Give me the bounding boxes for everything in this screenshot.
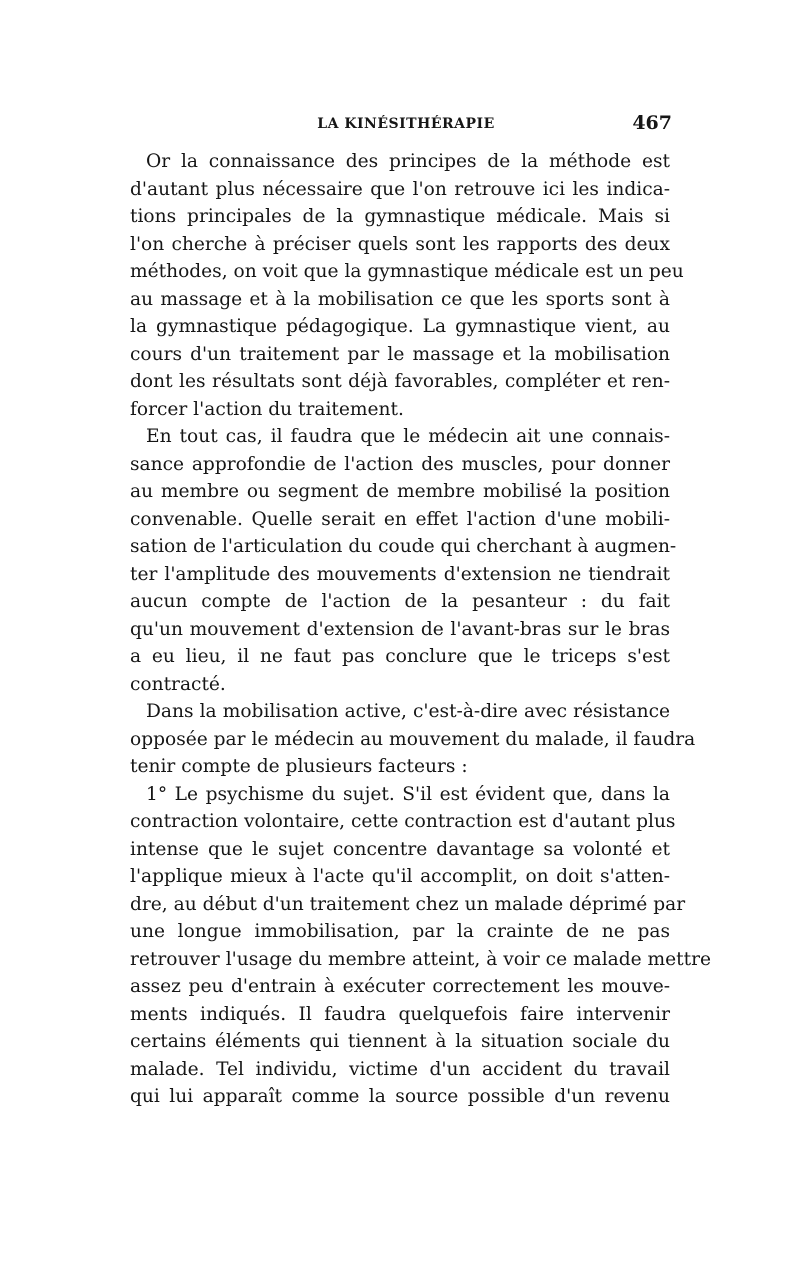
text-line: opposée par le médecin au mouvement du malade, il faudra: [130, 728, 696, 750]
running-title: LA KINÉSITHÉRAPIE: [317, 116, 495, 132]
text-line: En tout cas, il faudra que le médecin ait une connais-: [146, 426, 670, 447]
text-line: a eu lieu, il ne faut pas conclure que le triceps s'est: [130, 646, 670, 667]
text-line: qui lui apparaît comme la source possible d'un revenu: [130, 1086, 670, 1107]
text-line: aucun compte de l'action de la pesanteur : du fait: [130, 591, 670, 612]
text-line: contracté.: [130, 673, 226, 695]
text-line: la gymnastique pédagogique. La gymnastique vient, au: [130, 316, 670, 337]
page-header: [130, 112, 682, 140]
text-line: ments indiqués. Il faudra quelquefois faire intervenir: [130, 1003, 670, 1025]
text-line: Or la connaissance des principes de la méthode est: [146, 151, 670, 172]
text-line: malade. Tel individu, victime d'un accident du travail: [130, 1058, 670, 1080]
text-line: tions principales de la gymnastique médicale. Mais si: [130, 206, 670, 227]
text-line: intense que le sujet concentre davantage sa volonté et: [130, 838, 670, 860]
text-line: dont les résultats sont déjà favorables, compléter et ren-: [130, 371, 670, 392]
text-line: retrouver l'usage du membre atteint, à voir ce malade mettre: [130, 948, 712, 970]
text-line: l'on cherche à préciser quels sont les rapports des deux: [130, 233, 670, 255]
text-line: convenable. Quelle serait en effet l'action d'une mobili-: [130, 508, 670, 530]
text-line: forcer l'action du traitement.: [130, 398, 404, 420]
text-line: 1° Le psychisme du sujet. S'il est évident que, dans la: [146, 783, 670, 805]
text-line: tenir compte de plusieurs facteurs :: [130, 756, 468, 777]
body-text: [130, 148, 712, 1111]
text-line: d'autant plus nécessaire que l'on retrouve ici les indica-: [130, 178, 670, 200]
text-line: au membre ou segment de membre mobilisé la position: [130, 481, 670, 502]
text-line: Dans la mobilisation active, c'est-à-dire avec résistance: [146, 701, 670, 722]
text-line: dre, au début d'un traitement chez un malade déprimé par: [130, 893, 686, 915]
text-line: méthodes, on voit que la gymnastique médicale est un peu: [130, 261, 684, 282]
text-line: assez peu d'entrain à exécuter correctement les mouve-: [130, 976, 670, 997]
text-line: l'applique mieux à l'acte qu'il accomplit, on doit s'atten-: [130, 866, 670, 887]
text-line: une longue immobilisation, par la crainte de ne pas: [130, 921, 670, 942]
text-line: au massage et à la mobilisation ce que les sports sont à: [130, 288, 670, 310]
text-line: certains éléments qui tiennent à la situation sociale du: [130, 1031, 670, 1052]
text-line: ter l'amplitude des mouvements d'extension ne tiendrait: [130, 563, 670, 585]
text-line: contraction volontaire, cette contraction est d'autant plus: [130, 811, 676, 832]
text-line: cours d'un traitement par le massage et la mobilisation: [130, 343, 670, 365]
page-number: 467: [632, 112, 672, 134]
text-line: qu'un mouvement d'extension de l'avant-bras sur le bras: [130, 618, 670, 640]
text-line: sation de l'articulation du coude qui cherchant à augmen-: [130, 536, 677, 557]
text-line: sance approfondie de l'action des muscles, pour donner: [130, 453, 670, 475]
